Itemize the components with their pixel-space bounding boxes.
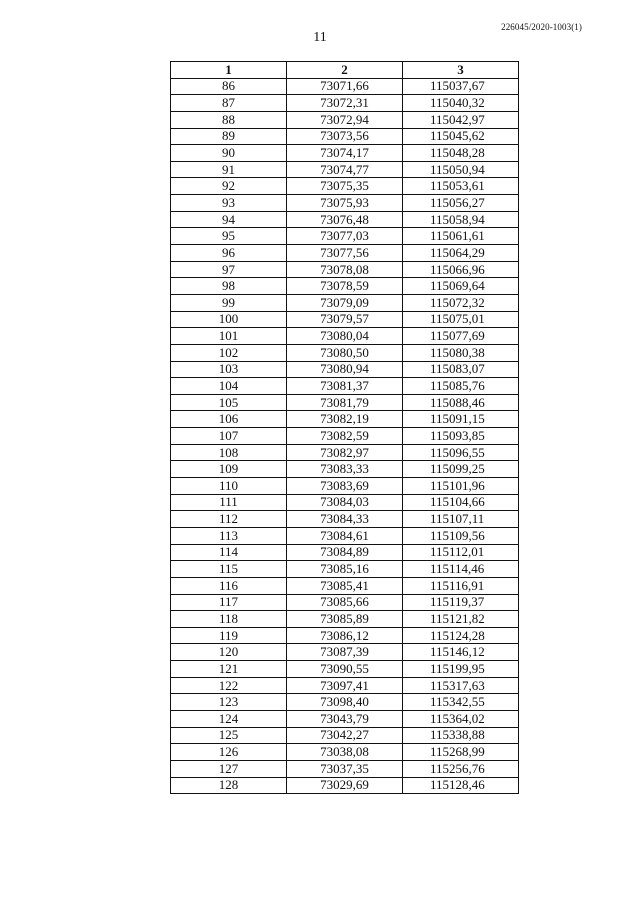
point-number-cell: 120: [171, 644, 287, 661]
y-coordinate-cell: 115342,55: [403, 694, 519, 711]
x-coordinate-cell: 73085,89: [287, 611, 403, 628]
document-id: 226045/2020-1003(1): [501, 22, 582, 32]
table-row: [171, 694, 519, 711]
table-row: [171, 428, 519, 445]
y-coordinate-cell: 115064,29: [403, 245, 519, 262]
table-row: [171, 361, 519, 378]
x-coordinate-cell: 73072,31: [287, 95, 403, 112]
y-coordinate-cell: 115048,28: [403, 145, 519, 162]
point-number-cell: 99: [171, 294, 287, 311]
y-coordinate-cell: 115199,95: [403, 661, 519, 678]
point-number-cell: 87: [171, 95, 287, 112]
x-coordinate-cell: 73085,16: [287, 561, 403, 578]
x-coordinate-cell: 73084,61: [287, 527, 403, 544]
x-coordinate-cell: 73075,93: [287, 195, 403, 212]
point-number-cell: 113: [171, 527, 287, 544]
y-coordinate-cell: 115077,69: [403, 328, 519, 345]
point-number-cell: 111: [171, 494, 287, 511]
point-number-cell: 112: [171, 511, 287, 528]
table-row: [171, 744, 519, 761]
x-coordinate-cell: 73083,33: [287, 461, 403, 478]
y-coordinate-cell: 115045,62: [403, 128, 519, 145]
table-row: [171, 161, 519, 178]
page-number: 11: [313, 30, 327, 45]
y-coordinate-cell: 115050,94: [403, 161, 519, 178]
x-coordinate-cell: 73029,69: [287, 777, 403, 794]
point-number-cell: 88: [171, 111, 287, 128]
y-coordinate-cell: 115066,96: [403, 261, 519, 278]
point-number-cell: 116: [171, 577, 287, 594]
table-row: [171, 644, 519, 661]
point-number-cell: 89: [171, 128, 287, 145]
y-coordinate-cell: 115104,66: [403, 494, 519, 511]
point-number-cell: 123: [171, 694, 287, 711]
table-row: [171, 611, 519, 628]
y-coordinate-cell: 115069,64: [403, 278, 519, 295]
x-coordinate-cell: 73085,66: [287, 594, 403, 611]
point-number-cell: 92: [171, 178, 287, 195]
point-number-cell: 126: [171, 744, 287, 761]
x-coordinate-cell: 73081,79: [287, 394, 403, 411]
point-number-cell: 97: [171, 261, 287, 278]
y-coordinate-cell: 115364,02: [403, 710, 519, 727]
table-row: [171, 195, 519, 212]
point-number-cell: 128: [171, 777, 287, 794]
table-row: [171, 311, 519, 328]
y-coordinate-cell: 115121,82: [403, 611, 519, 628]
x-coordinate-cell: 73077,56: [287, 245, 403, 262]
x-coordinate-cell: 73087,39: [287, 644, 403, 661]
table-row: [171, 461, 519, 478]
x-coordinate-cell: 73081,37: [287, 378, 403, 395]
point-number-cell: 100: [171, 311, 287, 328]
x-coordinate-cell: 73073,56: [287, 128, 403, 145]
table-row: [171, 294, 519, 311]
table-row: [171, 344, 519, 361]
y-coordinate-cell: 115109,56: [403, 527, 519, 544]
point-number-cell: 90: [171, 145, 287, 162]
x-coordinate-cell: 73038,08: [287, 744, 403, 761]
x-coordinate-cell: 73078,08: [287, 261, 403, 278]
table-row: [171, 261, 519, 278]
x-coordinate-cell: 73079,57: [287, 311, 403, 328]
x-coordinate-cell: 73072,94: [287, 111, 403, 128]
x-coordinate-cell: 73086,12: [287, 627, 403, 644]
y-coordinate-cell: 115112,01: [403, 544, 519, 561]
x-coordinate-cell: 73071,66: [287, 78, 403, 95]
point-number-cell: 114: [171, 544, 287, 561]
point-number-cell: 107: [171, 428, 287, 445]
x-coordinate-cell: 73043,79: [287, 710, 403, 727]
point-number-cell: 121: [171, 661, 287, 678]
y-coordinate-cell: 115088,46: [403, 394, 519, 411]
table-row: [171, 561, 519, 578]
point-number-cell: 122: [171, 677, 287, 694]
y-coordinate-cell: 115107,11: [403, 511, 519, 528]
x-coordinate-cell: 73079,09: [287, 294, 403, 311]
y-coordinate-cell: 115093,85: [403, 428, 519, 445]
point-number-cell: 109: [171, 461, 287, 478]
table-row: [171, 394, 519, 411]
table-row: [171, 494, 519, 511]
table-row: [171, 478, 519, 495]
y-coordinate-cell: 115053,61: [403, 178, 519, 195]
point-number-cell: 108: [171, 444, 287, 461]
table-row: [171, 145, 519, 162]
y-coordinate-cell: 115096,55: [403, 444, 519, 461]
table-row: [171, 128, 519, 145]
coordinates-table: [170, 61, 519, 794]
x-coordinate-cell: 73075,35: [287, 178, 403, 195]
y-coordinate-cell: 115042,97: [403, 111, 519, 128]
point-number-cell: 118: [171, 611, 287, 628]
table-body: [171, 78, 519, 794]
table-header-row: [171, 62, 519, 79]
x-coordinate-cell: 73098,40: [287, 694, 403, 711]
table-row: [171, 95, 519, 112]
table-row: [171, 228, 519, 245]
y-coordinate-cell: 115119,37: [403, 594, 519, 611]
y-coordinate-cell: 115037,67: [403, 78, 519, 95]
point-number-cell: 102: [171, 344, 287, 361]
point-number-cell: 104: [171, 378, 287, 395]
y-coordinate-cell: 115091,15: [403, 411, 519, 428]
y-coordinate-cell: 115080,38: [403, 344, 519, 361]
y-coordinate-cell: 115317,63: [403, 677, 519, 694]
y-coordinate-cell: 115114,46: [403, 561, 519, 578]
point-number-cell: 115: [171, 561, 287, 578]
table-row: [171, 444, 519, 461]
x-coordinate-cell: 73082,19: [287, 411, 403, 428]
x-coordinate-cell: 73084,33: [287, 511, 403, 528]
point-number-cell: 94: [171, 211, 287, 228]
y-coordinate-cell: 115099,25: [403, 461, 519, 478]
table-row: [171, 328, 519, 345]
table-row: [171, 78, 519, 95]
table-row: [171, 760, 519, 777]
point-number-cell: 119: [171, 627, 287, 644]
table-row: [171, 411, 519, 428]
table-row: [171, 777, 519, 794]
column-header-2: 2: [287, 62, 403, 79]
table-row: [171, 677, 519, 694]
y-coordinate-cell: 115056,27: [403, 195, 519, 212]
table-row: [171, 710, 519, 727]
y-coordinate-cell: 115083,07: [403, 361, 519, 378]
point-number-cell: 91: [171, 161, 287, 178]
y-coordinate-cell: 115256,76: [403, 760, 519, 777]
y-coordinate-cell: 115040,32: [403, 95, 519, 112]
point-number-cell: 96: [171, 245, 287, 262]
x-coordinate-cell: 73084,03: [287, 494, 403, 511]
y-coordinate-cell: 115128,46: [403, 777, 519, 794]
table-row: [171, 577, 519, 594]
x-coordinate-cell: 73042,27: [287, 727, 403, 744]
x-coordinate-cell: 73080,50: [287, 344, 403, 361]
point-number-cell: 106: [171, 411, 287, 428]
point-number-cell: 127: [171, 760, 287, 777]
table-row: [171, 511, 519, 528]
table-row: [171, 544, 519, 561]
table-row: [171, 627, 519, 644]
point-number-cell: 86: [171, 78, 287, 95]
table-row: [171, 178, 519, 195]
table-row: [171, 245, 519, 262]
x-coordinate-cell: 73077,03: [287, 228, 403, 245]
x-coordinate-cell: 73080,94: [287, 361, 403, 378]
y-coordinate-cell: 115101,96: [403, 478, 519, 495]
x-coordinate-cell: 73078,59: [287, 278, 403, 295]
table-row: [171, 378, 519, 395]
x-coordinate-cell: 73085,41: [287, 577, 403, 594]
point-number-cell: 105: [171, 394, 287, 411]
y-coordinate-cell: 115075,01: [403, 311, 519, 328]
point-number-cell: 98: [171, 278, 287, 295]
y-coordinate-cell: 115268,99: [403, 744, 519, 761]
x-coordinate-cell: 73074,17: [287, 145, 403, 162]
table-row: [171, 111, 519, 128]
table-row: [171, 527, 519, 544]
x-coordinate-cell: 73084,89: [287, 544, 403, 561]
y-coordinate-cell: 115061,61: [403, 228, 519, 245]
x-coordinate-cell: 73082,97: [287, 444, 403, 461]
point-number-cell: 93: [171, 195, 287, 212]
point-number-cell: 124: [171, 710, 287, 727]
point-number-cell: 95: [171, 228, 287, 245]
table-row: [171, 594, 519, 611]
y-coordinate-cell: 115072,32: [403, 294, 519, 311]
x-coordinate-cell: 73037,35: [287, 760, 403, 777]
x-coordinate-cell: 73080,04: [287, 328, 403, 345]
y-coordinate-cell: 115085,76: [403, 378, 519, 395]
table-row: [171, 211, 519, 228]
table-row: [171, 661, 519, 678]
y-coordinate-cell: 115124,28: [403, 627, 519, 644]
x-coordinate-cell: 73076,48: [287, 211, 403, 228]
y-coordinate-cell: 115116,91: [403, 577, 519, 594]
x-coordinate-cell: 73074,77: [287, 161, 403, 178]
column-header-1: 1: [171, 62, 287, 79]
point-number-cell: 110: [171, 478, 287, 495]
table-row: [171, 278, 519, 295]
point-number-cell: 103: [171, 361, 287, 378]
x-coordinate-cell: 73083,69: [287, 478, 403, 495]
x-coordinate-cell: 73097,41: [287, 677, 403, 694]
point-number-cell: 101: [171, 328, 287, 345]
y-coordinate-cell: 115058,94: [403, 211, 519, 228]
table-row: [171, 727, 519, 744]
column-header-3: 3: [403, 62, 519, 79]
point-number-cell: 117: [171, 594, 287, 611]
point-number-cell: 125: [171, 727, 287, 744]
x-coordinate-cell: 73082,59: [287, 428, 403, 445]
y-coordinate-cell: 115146,12: [403, 644, 519, 661]
y-coordinate-cell: 115338,88: [403, 727, 519, 744]
x-coordinate-cell: 73090,55: [287, 661, 403, 678]
